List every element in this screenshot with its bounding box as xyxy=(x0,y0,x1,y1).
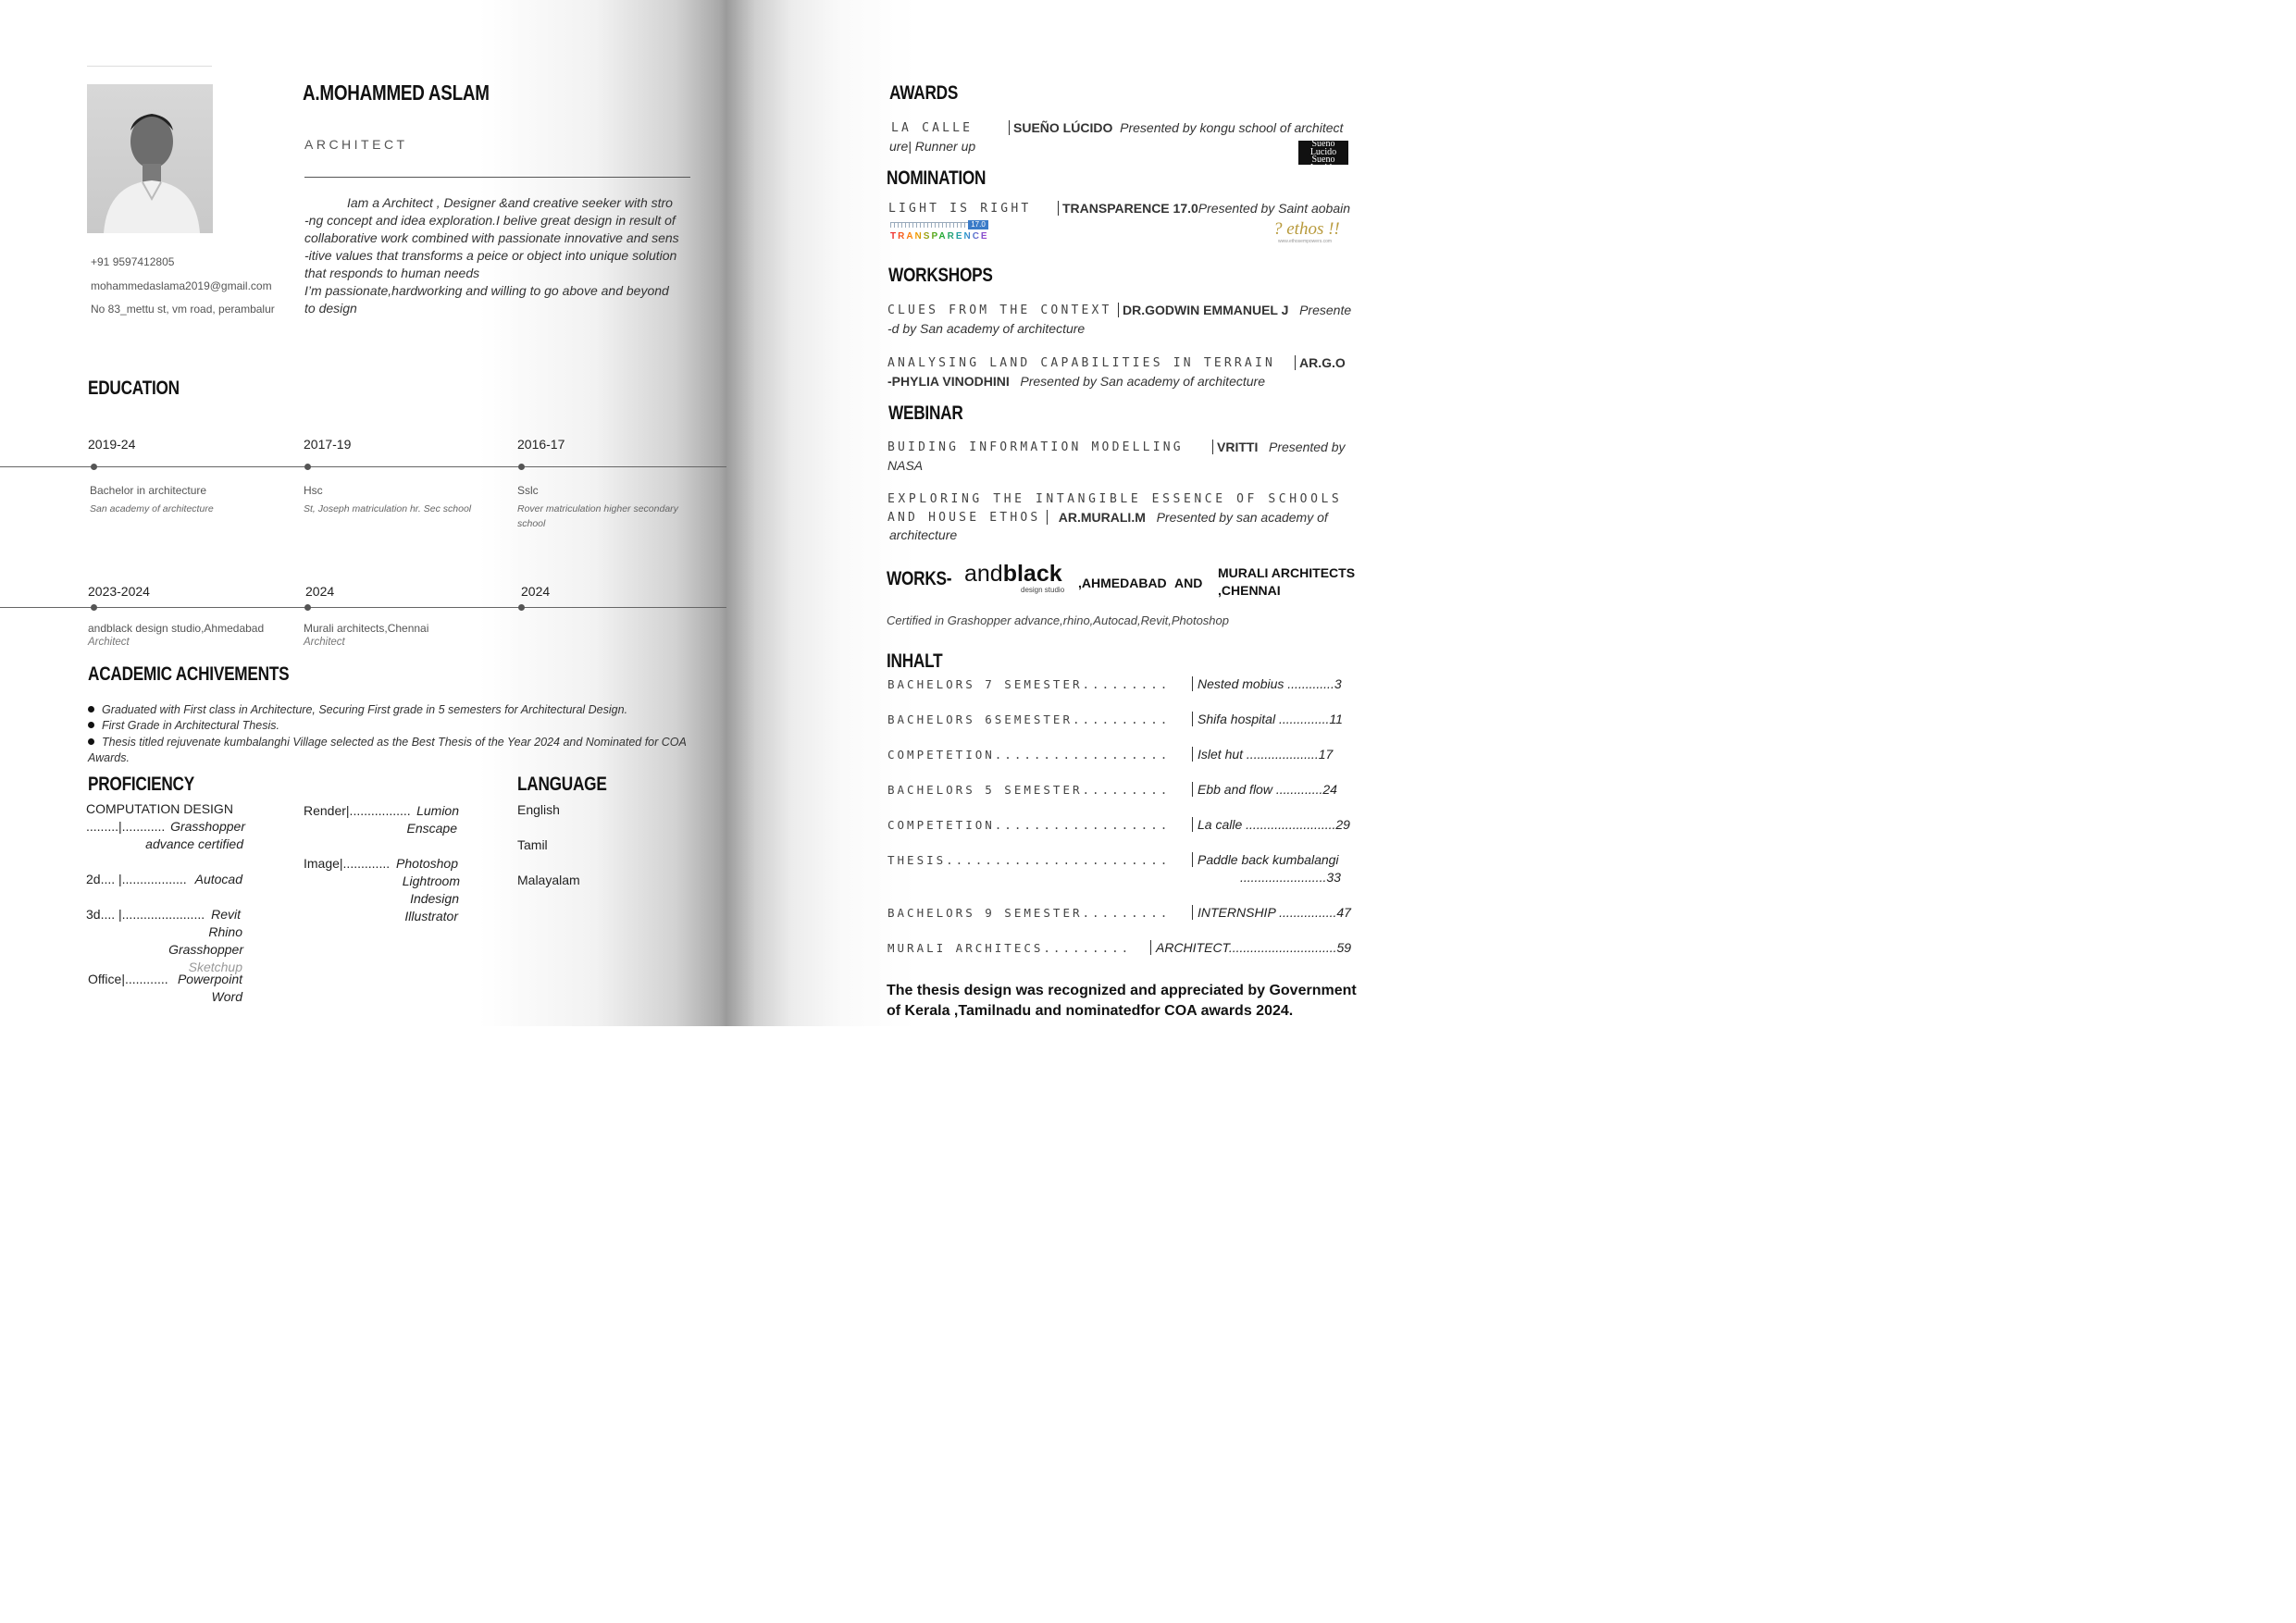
webinar-speaker: VRITTI xyxy=(1217,440,1259,454)
nomination-heading: NOMINATION xyxy=(887,167,987,189)
timeline-dot xyxy=(304,604,311,611)
timeline-dot xyxy=(518,604,525,611)
profile-title: ARCHITECT xyxy=(304,137,408,152)
toc-entry: INTERNSHIP ................47 xyxy=(1192,905,1351,920)
workshop-detail xyxy=(887,374,1265,389)
bio-line: Iam a Architect , Designer &and creative seeker with stro xyxy=(347,195,673,210)
webinar-name: EXPLORING THE INTANGIBLE ESSENCE OF SCHOOLS xyxy=(887,492,1343,506)
education-degree: Bachelor in architecture xyxy=(90,484,207,497)
recognition-statement xyxy=(887,981,1357,1022)
proficiency-heading: PROFICIENCY xyxy=(88,774,194,795)
toc-section: MURALI ARCHITECS......... xyxy=(887,941,1132,955)
achievement-text: First Grade in Architectural Thesis. xyxy=(102,719,279,732)
works-and: AND xyxy=(1174,576,1203,590)
person-silhouette-icon xyxy=(87,84,213,233)
webinar-name: BUIDING INFORMATION MODELLING xyxy=(887,440,1184,454)
logo-text: and xyxy=(964,561,1003,587)
achievement-text: Graduated with First class in Architecture, Securing First grade in 5 semesters for Architectural Design. xyxy=(102,703,628,716)
workshop-speaker: -PHYLIA VINODHINI xyxy=(887,374,1010,389)
achievement-text: Thesis titled rejuvenate kumbalanghi Village selected as the Best Thesis of the Year 2024 and Nominated for COA xyxy=(102,736,687,749)
proficiency-tool: Lightroom xyxy=(402,873,460,888)
webinar-speaker: AR.MURALI.M xyxy=(1058,510,1146,525)
proficiency-tool: Indesign xyxy=(410,891,459,906)
toc-entry: ARCHITECT..............................59 xyxy=(1150,940,1351,955)
workshop-name: CLUES FROM THE CONTEXT xyxy=(887,304,1112,317)
awards-heading: AWARDS xyxy=(889,82,959,104)
works-city: ,CHENNAI xyxy=(1218,583,1281,598)
timeline-dot xyxy=(518,464,525,470)
nomination-name: LIGHT IS RIGHT xyxy=(888,202,1032,216)
proficiency-tool: Photoshop xyxy=(396,856,458,871)
profile-photo xyxy=(87,84,213,233)
logo-number: 17.0 xyxy=(968,220,988,229)
logo-text: Sueno Lucido xyxy=(1309,155,1337,173)
webinar-presenter-cont: architecture xyxy=(889,527,958,542)
nomination-title: TRANSPARENCE 17.0 xyxy=(1062,201,1198,216)
webinar-presenter: Presented by xyxy=(1269,440,1346,454)
webinar-detail xyxy=(1047,510,1328,525)
toc-entry: Islet hut ....................17 xyxy=(1192,747,1333,762)
toc-section: COMPETETION.................. xyxy=(887,818,1171,832)
achievement-item xyxy=(88,703,627,716)
logo-subtitle: design studio xyxy=(1021,586,1065,594)
proficiency-tool: Grasshopper xyxy=(168,942,243,957)
language-item: Tamil xyxy=(517,837,548,852)
bio-line: that responds to human needs xyxy=(304,266,480,280)
webinar-presenter: Presented by san academy of xyxy=(1156,510,1328,525)
education-school: St, Joseph matriculation hr. Sec school xyxy=(304,503,472,514)
workshop-detail xyxy=(1118,303,1351,317)
experience-role: Architect xyxy=(304,637,345,648)
bio-line: to design xyxy=(304,301,357,316)
toc-entry: Shifa hospital ..............11 xyxy=(1192,712,1343,726)
bio-line: -itive values that transforms a peice or object into unique solution xyxy=(304,248,677,263)
timeline-dot xyxy=(91,464,97,470)
experience-year: 2024 xyxy=(521,584,551,599)
logo-text: Sueno Lucido xyxy=(1309,139,1337,157)
proficiency-tool: Revit xyxy=(211,907,241,922)
webinar-presenter-cont: NASA xyxy=(887,458,924,473)
webinar-heading: WEBINAR xyxy=(888,403,963,424)
achievement-item xyxy=(88,719,279,732)
proficiency-tool: Grasshopper xyxy=(170,819,245,834)
toc-section: BACHELORS 9 SEMESTER......... xyxy=(887,906,1171,920)
transparence-logo xyxy=(890,220,988,248)
inhalt-heading: INHALT xyxy=(887,650,943,672)
proficiency-tool: Sketchup xyxy=(188,960,242,974)
title-rule xyxy=(304,177,690,178)
proficiency-leader: 3d.... |....................... xyxy=(86,907,205,922)
toc-entry: Nested mobius .............3 xyxy=(1192,676,1342,691)
workshop-speaker: DR.GODWIN EMMANUEL J xyxy=(1123,303,1289,317)
logo-text: TRANSPARENCE xyxy=(890,231,989,242)
certified-text: Certified in Grashopper advance,rhino,Autocad,Revit,Photoshop xyxy=(887,613,1229,627)
ethos-logo: ? ethos !! xyxy=(1273,219,1340,239)
toc-entry-cont: ........................33 xyxy=(1240,870,1341,885)
award-result: ure| Runner up xyxy=(889,139,976,154)
workshop-presenter-cont: -d by San academy of architecture xyxy=(887,321,1086,336)
proficiency-tool: Powerpoint xyxy=(177,972,242,986)
works-city: ,AHMEDABAD xyxy=(1078,576,1167,590)
bio-line: I’m passionate,hardworking and willing to go above and beyond xyxy=(304,283,669,298)
timeline-dot xyxy=(304,464,311,470)
sueno-lucido-logo xyxy=(1298,139,1348,190)
toc-entry: Ebb and flow .............24 xyxy=(1192,782,1337,797)
statement-line: The thesis design was recognized and appreciated by Government xyxy=(887,983,1357,998)
education-heading: EDUCATION xyxy=(88,378,180,399)
toc-section: COMPETETION.................. xyxy=(887,748,1171,762)
experience-timeline xyxy=(0,607,726,608)
toc-section: BACHELORS 5 SEMESTER......... xyxy=(887,783,1171,797)
nomination-presenter: Presented by Saint aobain xyxy=(1198,201,1351,216)
profile-name: A.MOHAMMED ASLAM xyxy=(303,81,490,105)
workshops-heading: WORKSHOPS xyxy=(888,265,993,286)
proficiency-tool: Enscape xyxy=(406,821,457,836)
works-firm: MURALI ARCHITECTS xyxy=(1218,565,1356,580)
experience-role: Architect xyxy=(88,637,130,648)
education-school: San academy of architecture xyxy=(90,503,214,514)
webinar-name: AND HOUSE ETHOS xyxy=(887,511,1041,525)
education-timeline xyxy=(0,466,726,467)
phone-text: +91 9597412805 xyxy=(91,255,175,268)
works-heading: WORKS- xyxy=(887,568,952,589)
language-item: Malayalam xyxy=(517,873,580,887)
timeline-dot xyxy=(91,604,97,611)
education-year: 2016-17 xyxy=(517,437,565,452)
experience-place: andblack design studio,Ahmedabad xyxy=(88,622,265,635)
experience-place: Murali architects,Chennai xyxy=(304,622,429,635)
logo-text: black xyxy=(1002,561,1062,587)
language-item: English xyxy=(517,802,560,817)
toc-section: BACHELORS 7 SEMESTER......... xyxy=(887,677,1171,691)
proficiency-leader: Image|............. xyxy=(304,856,391,871)
ethos-url: www.ethosempowers.com xyxy=(1278,239,1333,244)
andblack-logo xyxy=(964,561,1062,588)
experience-year: 2023-2024 xyxy=(88,584,150,599)
award-detail xyxy=(1009,120,1343,135)
proficiency-tool: Illustrator xyxy=(404,909,458,923)
webinar-detail xyxy=(1212,440,1346,454)
achievement-item xyxy=(88,736,687,749)
proficiency-leader: Render|................. xyxy=(304,803,411,818)
award-title: SUEÑO LÚCIDO xyxy=(1013,120,1113,135)
proficiency-tool: Word xyxy=(211,989,242,1004)
workshop-speaker: AR.G.O xyxy=(1295,355,1346,370)
experience-year: 2024 xyxy=(305,584,335,599)
toc-section: BACHELORS 6SEMESTER.......... xyxy=(887,712,1171,726)
toc-section: THESIS....................... xyxy=(887,853,1171,867)
education-year: 2019-24 xyxy=(88,437,136,452)
logo-text: Sueno Lucido xyxy=(1309,171,1337,190)
education-degree: Hsc xyxy=(304,484,323,497)
ruler-icon xyxy=(890,222,969,228)
workshop-presenter: Presented by San academy of architecture xyxy=(1020,374,1265,389)
workshop-name: ANALYSING LAND CAPABILITIES IN TERRAIN xyxy=(887,356,1276,370)
statement-line: of Kerala ,Tamilnadu and nominatedfor COA awards 2024. xyxy=(887,1003,1294,1019)
academic-heading: ACADEMIC ACHIVEMENTS xyxy=(88,663,290,685)
award-presenter: Presented by kongu school of architect xyxy=(1120,120,1344,135)
bio-line: collaborative work combined with passionate innovative and sens xyxy=(304,230,679,245)
address-text: No 83_mettu st, vm road, perambalur xyxy=(91,303,275,316)
proficiency-leader: .........|............ xyxy=(86,819,166,834)
award-name: LA CALLE xyxy=(891,121,974,135)
email-text: mohammedaslama2019@gmail.com xyxy=(91,279,272,292)
language-heading: LANGUAGE xyxy=(517,774,607,795)
bio-line: -ng concept and idea exploration.I belive great design in result of xyxy=(304,213,676,228)
proficiency-tool: Lumion xyxy=(416,803,459,818)
achievement-text-cont: Awards. xyxy=(88,751,130,764)
education-school: school xyxy=(517,518,546,529)
workshop-presenter: Presente xyxy=(1299,303,1352,317)
computation-design-label: COMPUTATION DESIGN xyxy=(86,801,233,816)
toc-entry: La calle .........................29 xyxy=(1192,817,1350,832)
nomination-detail xyxy=(1058,201,1350,216)
proficiency-tool: advance certified xyxy=(145,836,243,851)
top-rule xyxy=(87,66,212,67)
toc-entry: Paddle back kumbalangi xyxy=(1192,852,1339,867)
bio-paragraph xyxy=(304,194,702,317)
proficiency-tool: Rhino xyxy=(208,924,242,939)
education-school: Rover matriculation higher secondary xyxy=(517,503,678,514)
education-year: 2017-19 xyxy=(304,437,352,452)
proficiency-leader: Office|............ xyxy=(88,972,168,986)
education-degree: Sslc xyxy=(517,484,539,497)
proficiency-tool: Autocad xyxy=(194,872,242,886)
proficiency-leader: 2d.... |.................. xyxy=(86,872,187,886)
